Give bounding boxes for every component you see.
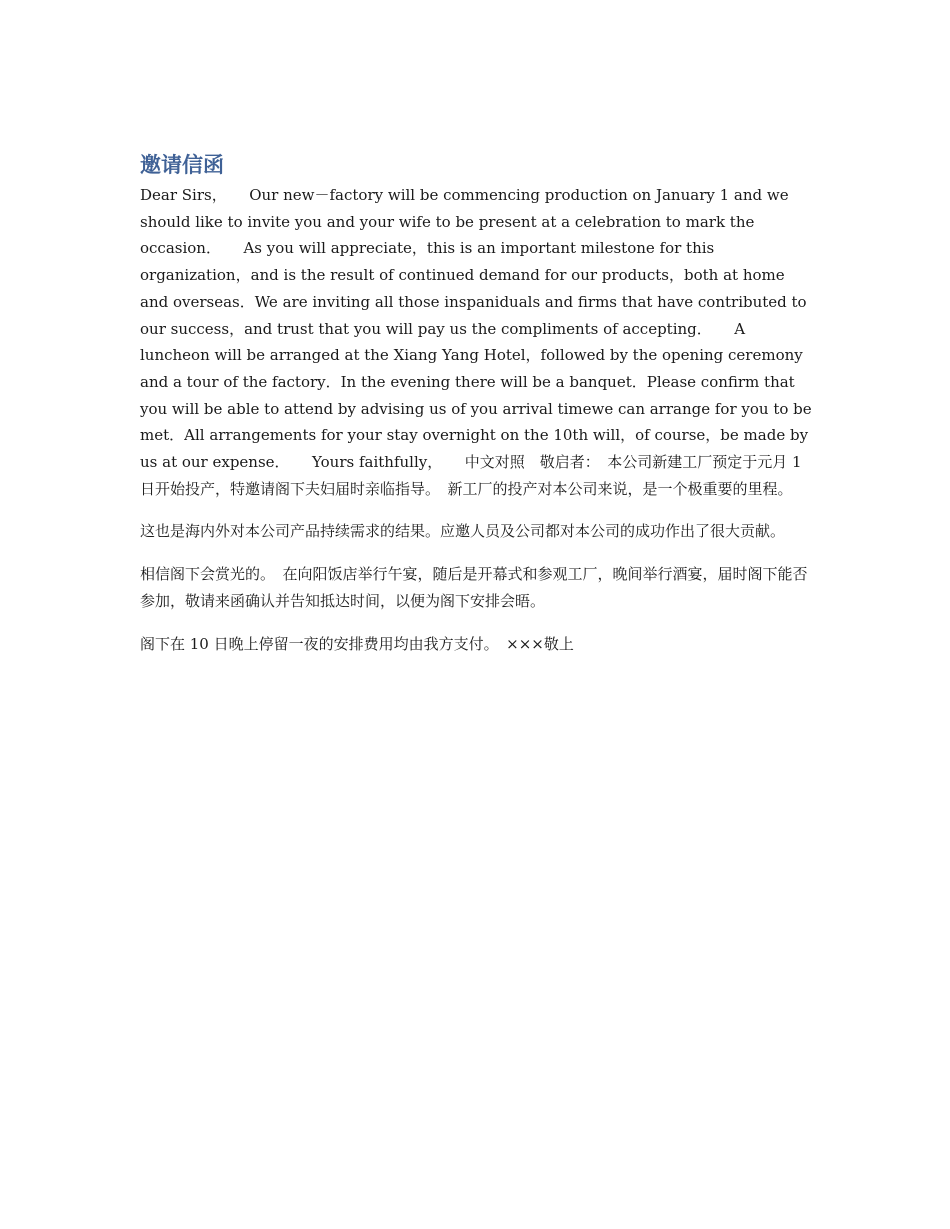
- document-paragraph: 阁下在 10 日晚上停留一夜的安排费用均由我方支付。 ×××敬上: [140, 634, 574, 653]
- document-paragraph: 相信阁下会赏光的。 在向阳饭店举行午宴，随后是开幕式和参观工厂，晚间举行酒宴，届时阁下能否参加，敬请来函确认并告知抵达时间，以便为阁下安排会晤。: [140, 565, 808, 610]
- document-page: [140, 148, 817, 673]
- document-paragraph: Dear Sirs， Our new－factory will be commencing production on January 1 and we should like to invite you and your wife to be present at a celebration to mark the occasion． As you will appreciate，this is an important milestone for this organization，and is the result of continued demand for our products，both at home and overseas．We are inviting all those inspaniduals and firms that have contributed to our success，and trust that you will pay us the compliments of accepting． A luncheon will be arranged at the Xiang Yang Hotel，followed by the opening ceremony and a tour of the factory．In the evening there will be a banquet．Please confirm that you will be able to attend by advising us of you arrival timewe can arrange for you to be met．All arrangements for your stay overnight on the 10th will，of course，be made by us at our expense． Yours faithfully， 中文对照 敬启者： 本公司新建工厂预定于元月 1 日开始投产，特邀请阁下夫妇届时亲临指导。 新工厂的投产对本公司来说，是一个极重要的里程。: [140, 186, 817, 498]
- document-paragraph: 这也是海内外对本公司产品持续需求的结果。应邀人员及公司都对本公司的成功作出了很大贡献。: [140, 522, 786, 541]
- document-title: 邀请信函: [140, 153, 224, 177]
